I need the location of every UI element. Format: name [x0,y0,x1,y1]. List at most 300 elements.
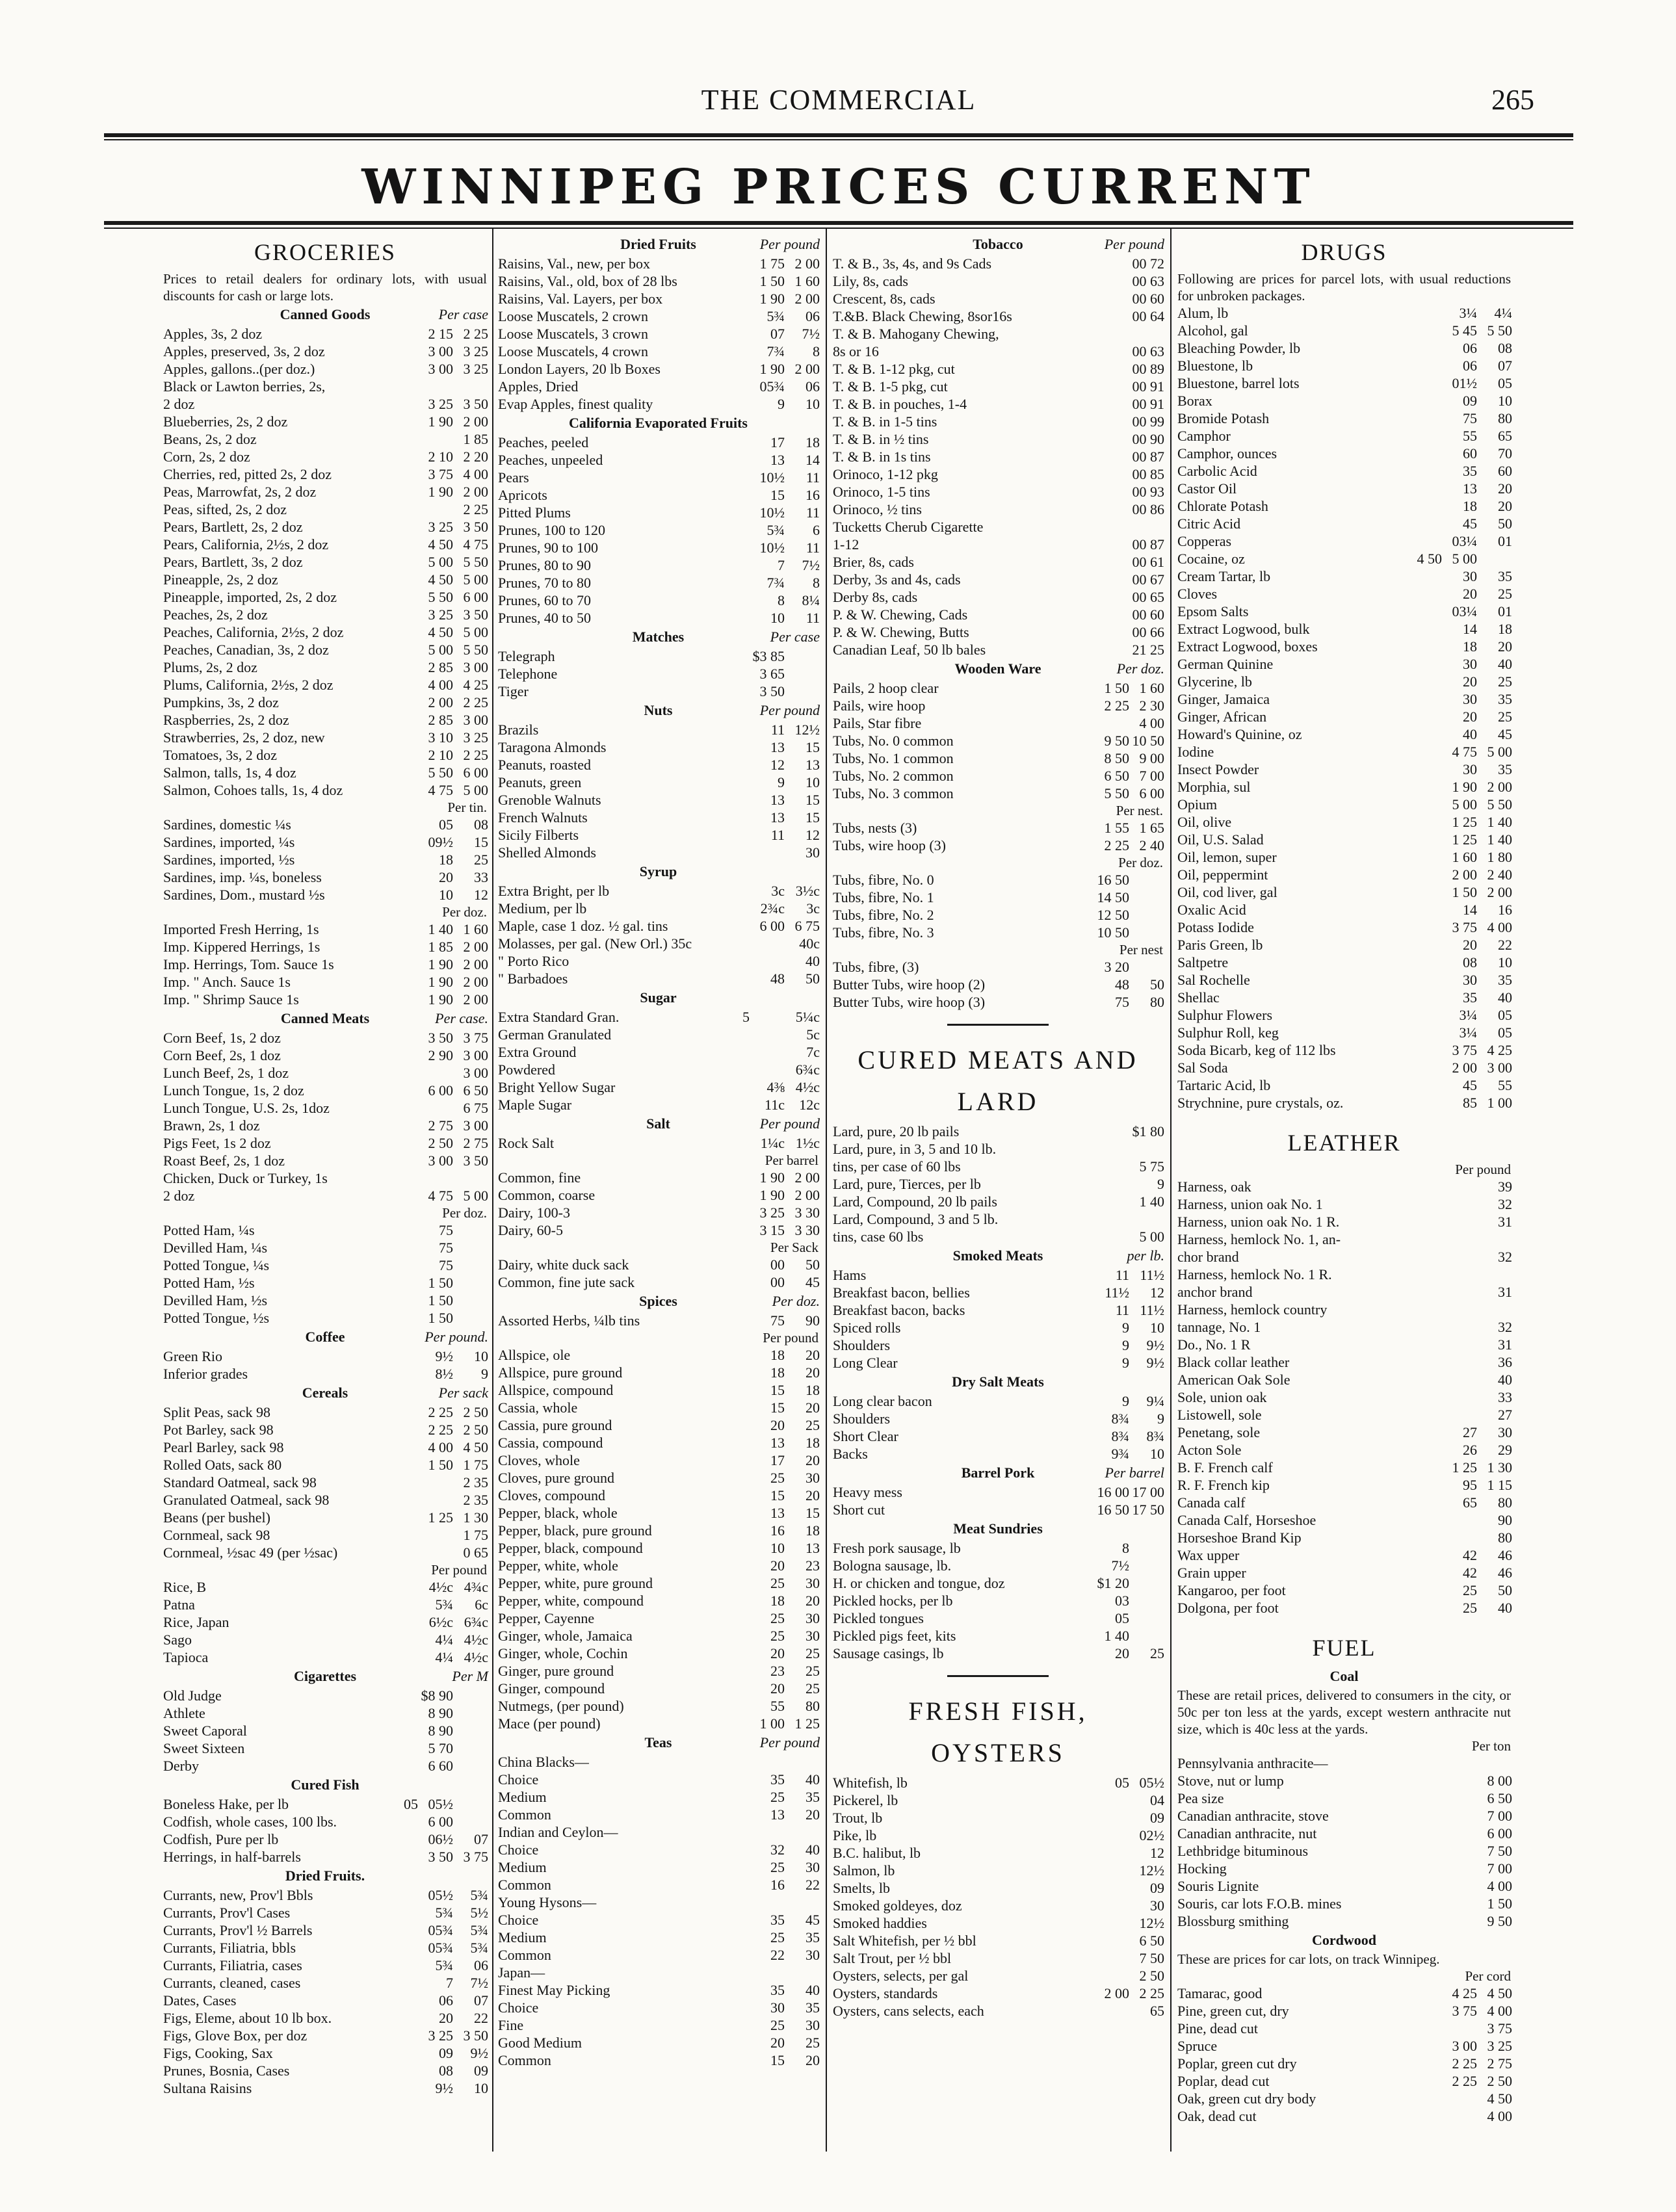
item-name: Telephone [498,666,558,682]
price-row [829,697,1167,714]
price-low: 25 [1463,1600,1477,1616]
price-row [829,1844,1167,1862]
price-row [159,1921,491,1939]
item-name: Tubs, No. 2 common [833,768,954,784]
price-row [494,1434,822,1451]
price-low: 25 [770,1575,785,1591]
item-name: Tubs, No. 3 common [833,785,954,801]
price-low: 12 [770,757,785,773]
price-row [829,1557,1167,1574]
subsection-title: Cordwood [1311,1932,1376,1948]
price-high: 35 [1498,972,1512,988]
price-row [159,956,491,973]
price-high: 13 [805,1540,820,1556]
price-row [494,917,822,935]
price-low: 03¼ [1452,603,1477,619]
price-high: 4 00 [1487,2003,1512,2019]
price-high: 00 63 [1132,273,1164,289]
price-row [494,1312,822,1329]
price-row [1173,1406,1515,1424]
price-row [159,325,491,343]
price-row [1173,1529,1515,1546]
item-name: Maple Sugar [498,1097,572,1113]
price-row [1173,761,1515,778]
price-row [829,553,1167,571]
price-row [1173,1599,1515,1617]
item-name: Patna [163,1596,195,1613]
item-name: Souris Lignite [1177,1878,1259,1894]
price-low: 5 70 [428,1740,453,1756]
price-low: 6 00 [428,1082,453,1099]
price-high: 1 85 [463,431,488,447]
price-high: 2 50 [463,1422,488,1438]
item-name: Extra Ground [498,1044,577,1060]
price-high: 20 [805,1593,820,1609]
item-name: Fine [498,2017,524,2033]
price-row [494,1788,822,1806]
item-name: Tubs, fibre, No. 0 [833,872,934,888]
price-row [829,1809,1167,1827]
item-name: Canadian Leaf, 50 lb bales [833,642,986,658]
price-high: 2 75 [463,1135,488,1151]
price-low: 9 [1122,1337,1129,1353]
item-name: Extra Standard Gran. [498,1009,620,1025]
price-high: 3 00 [463,1047,488,1063]
price-row [1173,936,1515,954]
unit-label: Per pound [759,236,820,252]
item-name: Lunch Tongue, U.S. 2s, 1doz [163,1100,330,1116]
price-row [1173,901,1515,918]
price-high: 9½ [1146,1355,1164,1371]
section-heading: CURED MEATS AND [858,1045,1138,1074]
price-low: 1 55 [1104,820,1129,836]
item-name: Poplar, green cut dry [1177,2055,1297,2072]
price-high: 5 00 [1487,744,1512,760]
price-low: 9½ [435,2080,453,2096]
price-row [1173,620,1515,638]
price-row [829,1410,1167,1427]
price-high: 1 50 [1487,1895,1512,1912]
price-high: 80 [1498,1529,1512,1546]
price-low: 20 [439,869,453,885]
item-name: Raisins, Val., new, per box [498,255,651,272]
price-row [1173,480,1515,497]
item-name: Imp. " Anch. Sauce 1s [163,974,291,990]
item-name: Peas, Marrowfat, 2s, 2 doz [163,484,317,500]
price-low: 40 [1463,726,1477,742]
item-name: Finest May Picking [498,1982,610,1998]
price-row [829,1354,1167,1372]
item-name: Cornmeal, sack 98 [163,1527,270,1543]
subsection-title: Meat Sundries [953,1520,1043,1537]
price-row [159,1221,491,1239]
item-name: Herrings, in half-barrels [163,1849,301,1865]
price-low: 1¼c [760,1135,785,1151]
item-name: Camphor, ounces [1177,445,1277,462]
unit-label: Per ton [1471,1738,1511,1754]
price-row [1173,1424,1515,1441]
price-low: 25 [770,1929,785,1945]
price-high: 2 25 [463,694,488,710]
item-name: Prunes, 40 to 50 [498,610,591,626]
price-high: 5 75 [1139,1158,1164,1175]
price-row [1173,603,1515,620]
price-row [494,1574,822,1592]
unit-label: Per cord [1465,1968,1511,1984]
price-high: 5 50 [1487,796,1512,813]
item-name: Tubs, No. 0 common [833,733,954,749]
price-row [1173,2090,1515,2107]
item-name: Pickled pigs feet, kits [833,1628,956,1644]
item-name: Pike, lb [833,1827,877,1843]
price-row [494,882,822,900]
price-high: 25 [805,1417,820,1433]
price-low: 5¾ [766,522,785,538]
unit-label: Per doz. [772,1293,820,1309]
item-name: French Walnuts [498,809,588,826]
item-name: Indian and Ceylon— [498,1824,618,1840]
price-high: 7 00 [1139,768,1164,784]
price-row [159,360,491,378]
item-name: Oak, green cut dry body [1177,2090,1316,2107]
item-name: Harness, hemlock No. 1, an- [1177,1231,1341,1247]
item-name: Bluestone, lb [1177,358,1253,374]
price-low: 1 90 [428,413,453,430]
price-row [1173,1825,1515,1842]
price-low: $1 20 [1097,1575,1129,1591]
price-row [494,378,822,395]
price-row [1173,2107,1515,2125]
price-row [494,1981,822,1999]
item-name: Tapioca [163,1649,209,1665]
price-high: 5 00 [1139,1229,1164,1245]
unit-label: Per pound [1455,1162,1511,1177]
price-low: 3¼ [1459,1024,1477,1041]
price-row [829,1609,1167,1627]
subsection-heading [494,1291,822,1312]
price-high: 31 [1498,1214,1512,1230]
item-name: tannage, No. 1 [1177,1319,1261,1335]
price-high: 00 60 [1132,291,1164,307]
price-high: 00 65 [1132,589,1164,605]
price-high: 30 [1150,1897,1164,1914]
price-row [1173,515,1515,532]
price-low: 2¾c [760,900,785,917]
price-high: 2 00 [794,291,820,307]
price-high: 1 75 [463,1527,488,1543]
price-high: 20 [1498,498,1512,514]
price-low: 45 [1463,1077,1477,1093]
item-name: Nutmegs, (per pound) [498,1698,624,1714]
price-low: 20 [439,2010,453,2026]
price-low: 1 50 [428,1310,453,1326]
price-low: 2 85 [428,712,453,728]
price-row [829,1392,1167,1410]
unit-label: Per pound [759,1734,820,1750]
price-row [159,1117,491,1134]
price-row [829,2002,1167,2020]
unit-label: Per barrel [765,1152,818,1168]
price-high: 3 50 [463,2027,488,2044]
price-row [494,434,822,451]
price-row [159,483,491,501]
price-row [1173,1459,1515,1476]
item-name: London Layers, 20 lb Boxes [498,361,661,377]
price-row [829,255,1167,272]
item-name: Allspice, pure ground [498,1364,623,1381]
price-row [159,1456,491,1474]
price-low: 9 [1122,1393,1129,1409]
price-low: 3 00 [428,343,453,359]
price-high: 1 60 [794,273,820,289]
price-row [159,1757,491,1775]
price-high: 2 50 [1487,2073,1512,2089]
price-high: 4¾c [464,1579,488,1595]
price-low: 16 [770,1877,785,1893]
price-row [829,749,1167,767]
price-row [829,1319,1167,1336]
price-high: 11 [805,469,820,486]
price-high: 2 00 [794,255,820,272]
price-high: 2 00 [463,484,488,500]
price-high: 33 [474,869,488,885]
price-row [494,1609,822,1627]
item-name: Standard Oatmeal, sack 98 [163,1474,317,1490]
price-low: 48 [770,970,785,987]
item-name: Tubs, fibre, (3) [833,959,919,975]
item-name: Potass Iodide [1177,919,1254,935]
price-row [159,781,491,799]
item-name: Blueberries, 2s, 2 doz [163,413,288,430]
item-name: Epsom Salts [1177,603,1249,619]
item-name: Poplar, dead cut [1177,2073,1270,2089]
price-row [494,486,822,504]
item-name: Prunes, Bosnia, Cases [163,2062,290,2079]
item-name: Dolgona, per foot [1177,1600,1279,1616]
price-low: 4 75 [1452,744,1477,760]
price-high: 00 91 [1132,378,1164,395]
price-low: 3 15 [759,1222,785,1238]
price-low: 3 25 [428,2027,453,2044]
price-high: 40 [805,1771,820,1788]
price-high: 18 [805,1435,820,1451]
item-name: Lard, pure, in 3, 5 and 10 lb. [833,1141,997,1157]
item-name: Currants, Filiatria, bbls [163,1940,296,1956]
price-high: 20 [805,1806,820,1823]
price-row [494,1346,822,1364]
item-name: Butter Tubs, wire hoop (2) [833,976,986,993]
price-high: 15 [474,834,488,850]
item-name: German Granulated [498,1026,612,1043]
price-high: 5¾ [470,1940,488,1956]
price-high: 2 25 [463,747,488,763]
item-name: Pearl Barley, sack 98 [163,1439,284,1455]
item-name: Derby [163,1758,199,1774]
price-low: 3 50 [428,1030,453,1046]
price-high: 2 30 [1139,697,1164,714]
price-row [829,536,1167,553]
subsection-heading [829,1245,1167,1266]
price-low: 42 [1463,1547,1477,1563]
item-name: Oil, U.S. Salad [1177,831,1264,848]
price-low: 18 [439,852,453,868]
price-high: 00 64 [1132,308,1164,324]
price-low: 25 [770,1610,785,1626]
price-high: 07 [474,1992,488,2009]
price-row [1173,2072,1515,2090]
price-low: 1 50 [428,1275,453,1291]
item-name: Oxalic Acid [1177,902,1246,918]
price-row [494,774,822,791]
item-name: Common [498,1947,551,1963]
price-high: 5 00 [463,624,488,640]
price-low: 05¾ [759,378,785,395]
price-row [829,785,1167,802]
price-high: 4½c [795,1079,820,1095]
item-name: T.&B. Black Chewing, 8sor16s [833,308,1012,324]
item-name: Evap Apples, finest quality [498,396,653,412]
item-name: Tubs, wire hoop (3) [833,837,946,853]
price-high: 45 [1498,726,1512,742]
price-row [1173,1024,1515,1041]
item-name: Blossburg smithing [1177,1913,1289,1929]
item-name: Rolled Oats, sack 80 [163,1457,282,1473]
price-high: 4 50 [1487,2090,1512,2107]
price-low: 10½ [759,504,785,521]
price-high: 27 [1498,1407,1512,1423]
section-heading: LEATHER [1287,1130,1401,1156]
price-high: 2 00 [463,991,488,1008]
price-low: 2 25 [1104,697,1129,714]
subsection-title: Matches [632,629,685,645]
item-name: Canada Calf, Horseshoe [1177,1512,1316,1528]
price-row [494,504,822,521]
price-high: 5¼c [795,1009,820,1025]
price-high: 05 [1498,1007,1512,1023]
price-low: 35 [1463,463,1477,479]
price-row [159,991,491,1008]
item-name: Opium [1177,796,1218,813]
price-low: 9¾ [1111,1446,1129,1462]
price-row [159,465,491,483]
item-name: Sardines, imported, ½s [163,852,295,868]
price-high: 30 [805,1628,820,1644]
item-name: Pails, 2 hoop clear [833,680,939,696]
price-low: 1 90 [428,974,453,990]
price-low: 2 10 [428,747,453,763]
price-row [829,413,1167,430]
price-high: 90 [805,1312,820,1329]
item-name: Common [498,1877,551,1893]
item-name: Sulphur Roll, keg [1177,1024,1279,1041]
price-low: 13 [770,1435,785,1451]
price-row [494,791,822,809]
price-high: 3 75 [463,1030,488,1046]
item-name: Choice [498,1999,539,2016]
price-high: 6c [475,1596,488,1613]
price-low: 5 00 [428,554,453,570]
price-row [829,1140,1167,1158]
price-low: 4 50 [1417,551,1442,567]
price-high: 2 35 [463,1492,488,1508]
section-divider [829,1662,1167,1691]
price-low: 20 [770,1645,785,1661]
column-divider [826,228,827,2152]
item-name: Tucketts Cherub Cigarette [833,519,984,535]
price-high: 1 65 [1139,820,1164,836]
price-row [829,958,1167,976]
price-row [1173,1301,1515,1318]
item-name: Potted Tongue, ½s [163,1310,270,1326]
item-name: Pears [498,469,529,486]
item-name: Peas, sifted, 2s, 2 doz [163,501,287,517]
item-name: Peaches, unpeeled [498,452,603,468]
price-high: 15 [805,809,820,826]
price-row [829,1539,1167,1557]
price-low: 2 25 [1452,2073,1477,2089]
price-high: 12 [1150,1845,1164,1861]
item-name: Currants, new, Prov'l Bbls [163,1887,313,1903]
item-name: Oil, peppermint [1177,866,1268,883]
price-high: 7½ [470,1975,488,1991]
item-name: Corn Beef, 1s, 2 doz [163,1030,281,1046]
price-row [494,738,822,756]
item-name: Bleaching Powder, lb [1177,340,1301,356]
item-name: Apricots [498,487,547,503]
item-name: Peaches, 2s, 2 doz [163,606,268,623]
item-name: Apples, gallons..(per doz.) [163,361,315,377]
price-high: 00 60 [1132,606,1164,623]
price-high: 4 00 [1487,919,1512,935]
price-row [829,378,1167,395]
subsection-title: Smoked Meats [952,1247,1043,1264]
item-name: Apples, preserved, 3s, 2 doz [163,343,325,359]
price-row [159,1099,491,1117]
subsection-title: Canned Goods [280,306,371,322]
price-row [1173,1895,1515,1912]
price-row [829,325,1167,343]
item-name: Pails, wire hoop [833,697,926,714]
item-name: Iodine [1177,744,1214,760]
item-name: Loose Muscatels, 4 crown [498,343,648,359]
price-high: 30 [805,2017,820,2033]
price-high: 3 25 [1487,2038,1512,2054]
unit-label: per lb. [1127,1247,1164,1264]
item-name: China Blacks— [498,1754,589,1770]
price-row [1173,1195,1515,1213]
price-high: 10 [805,396,820,412]
price-row [159,1064,491,1082]
price-high: 09 [474,2062,488,2079]
price-high: 2 40 [1487,866,1512,883]
price-row [494,844,822,861]
price-high: 10 [1150,1320,1164,1336]
price-row [494,1911,822,1929]
column-divider [492,228,493,2152]
item-name: Sago [163,1632,192,1648]
price-high: 40 [1498,656,1512,672]
price-row [494,1771,822,1788]
price-row [1173,304,1515,322]
item-name: Extract Logwood, boxes [1177,638,1318,655]
subsection-heading [494,987,822,1008]
subsection-heading [159,1383,491,1403]
price-low: 8¾ [1111,1428,1129,1444]
section-heading: DRUGS [1301,239,1387,265]
unit-label: Per pound. [425,1329,488,1345]
item-name: Pot Barley, sack 98 [163,1422,274,1438]
divider-line [947,1675,1049,1677]
